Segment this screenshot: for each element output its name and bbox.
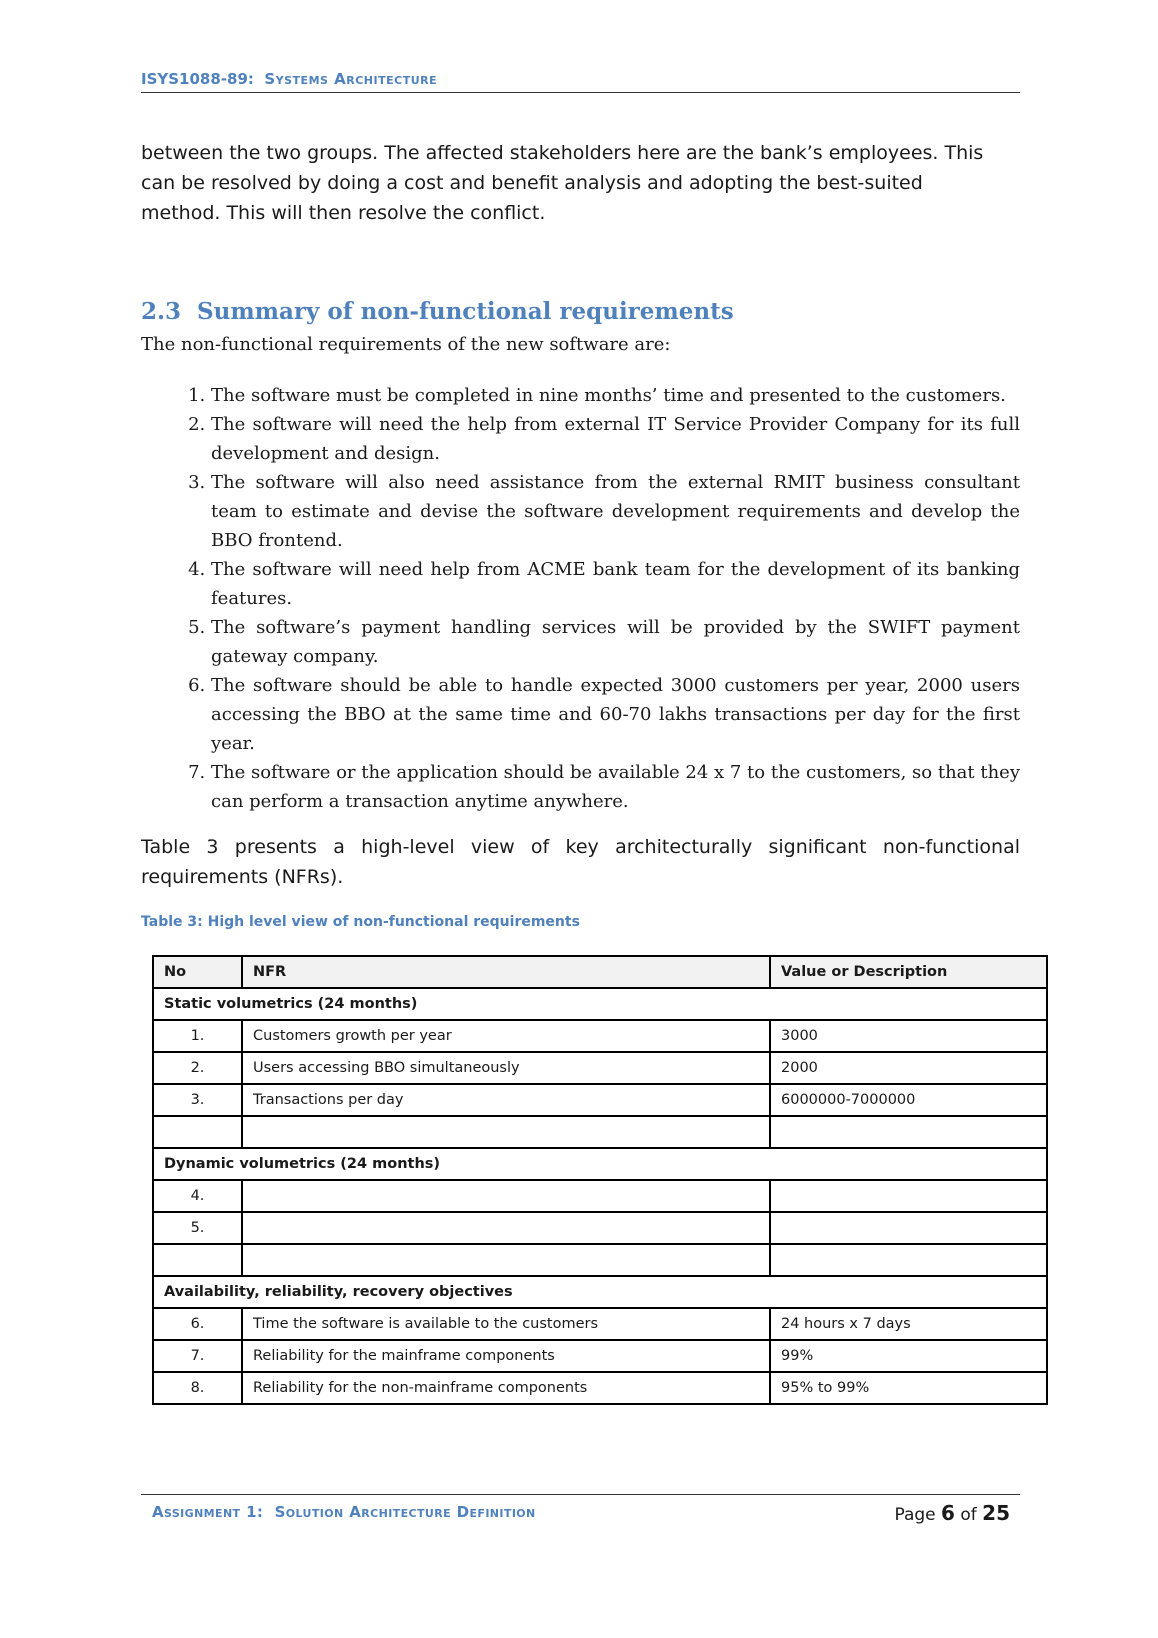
table-row (153, 1180, 1047, 1212)
row-no: 6. (153, 1308, 242, 1340)
row-no: 3. (153, 1084, 242, 1116)
table-row-empty (153, 1116, 1047, 1148)
row-no: 2. (153, 1052, 242, 1084)
row-nfr (242, 1212, 770, 1244)
row-value: 3000 (770, 1020, 1047, 1052)
group-dynamic: Dynamic volumetrics (24 months) (153, 1148, 1047, 1180)
group-row (153, 988, 1047, 1020)
row-no: 7. (153, 1340, 242, 1372)
section-heading (141, 298, 734, 325)
list-item: 5. The software’s payment handling services will be provided by the SWIFT payment gateway company. (211, 613, 1020, 671)
course-title: Systems Architecture (264, 70, 438, 88)
list-item: 3. The software will also need assistance from the external RMIT business consultant team to estimate and devise the software development requirements and develop the BBO frontend. (211, 468, 1020, 555)
intro-paragraph: between the two groups. The affected stakeholders here are the bank’s employees. This can be resolved by doing a cost and benefit analysis and adopting the best-suited method. This will then resolve the conflict. (141, 142, 984, 224)
row-nfr: Transactions per day (242, 1084, 770, 1116)
section-number: 2.3 (141, 298, 182, 325)
section-lead: The non-functional requirements of the new software are: (141, 334, 671, 355)
nfr-table (152, 955, 1048, 1405)
table-row-empty (153, 1244, 1047, 1276)
row-value: 95% to 99% (770, 1372, 1047, 1404)
footer-assignment (152, 1503, 536, 1521)
empty-cell (770, 1244, 1047, 1276)
list-item: 1. The software must be completed in nine months’ time and presented to the customers. (211, 381, 1020, 410)
course-code: ISYS1088-89: (141, 70, 254, 88)
row-no: 8. (153, 1372, 242, 1404)
row-value: 6000000-7000000 (770, 1084, 1047, 1116)
list-item: 7. The software or the application should be available 24 x 7 to the customers, so that they can perform a transaction anytime anywhere. (211, 758, 1020, 816)
table-row (153, 1340, 1047, 1372)
row-no: 1. (153, 1020, 242, 1052)
table-row (153, 1084, 1047, 1116)
table-row (153, 1020, 1047, 1052)
list-item: 6. The software should be able to handle expected 3000 customers per year, 2000 users accessing the BBO at the same time and 60-70 lakhs transactions per day for the first year. (211, 671, 1020, 758)
group-row (153, 1148, 1047, 1180)
row-nfr: Users accessing BBO simultaneously (242, 1052, 770, 1084)
page-of: of (960, 1505, 977, 1525)
empty-cell (153, 1244, 242, 1276)
page-current: 6 (941, 1501, 955, 1525)
row-value: 99% (770, 1340, 1047, 1372)
row-value (770, 1180, 1047, 1212)
empty-cell (770, 1116, 1047, 1148)
table-header-row (153, 956, 1047, 988)
header-value: Value or Description (770, 956, 1047, 988)
row-nfr: Customers growth per year (242, 1020, 770, 1052)
row-nfr: Reliability for the mainframe components (242, 1340, 770, 1372)
group-row (153, 1276, 1047, 1308)
group-availability: Availability, reliability, recovery objectives (153, 1276, 1047, 1308)
table-row (153, 1308, 1047, 1340)
page-header (141, 70, 1020, 93)
row-value (770, 1212, 1047, 1244)
section-title: Summary of non-functional requirements (197, 298, 734, 325)
row-value: 24 hours x 7 days (770, 1308, 1047, 1340)
page-total: 25 (982, 1501, 1010, 1525)
header-nfr: NFR (242, 956, 770, 988)
assignment-label: Assignment 1: (152, 1503, 264, 1521)
page-footer (141, 1494, 1020, 1525)
row-nfr (242, 1180, 770, 1212)
table-row (153, 1212, 1047, 1244)
empty-cell (242, 1244, 770, 1276)
assignment-title: Solution Architecture Definition (274, 1503, 536, 1521)
page-label: Page (894, 1505, 936, 1525)
row-nfr: Time the software is available to the customers (242, 1308, 770, 1340)
table-row (153, 1052, 1047, 1084)
table-row (153, 1372, 1047, 1404)
list-item: 4. The software will need help from ACME bank team for the development of its banking features. (211, 555, 1020, 613)
list-item: 2. The software will need the help from external IT Service Provider Company for its full development and design. (211, 410, 1020, 468)
row-no: 4. (153, 1180, 242, 1212)
group-static: Static volumetrics (24 months) (153, 988, 1047, 1020)
row-value: 2000 (770, 1052, 1047, 1084)
header-no: No (153, 956, 242, 988)
empty-cell (153, 1116, 242, 1148)
requirements-list (141, 381, 1020, 816)
page-number (894, 1501, 1010, 1525)
row-nfr: Reliability for the non-mainframe components (242, 1372, 770, 1404)
table-caption: Table 3: High level view of non-functional requirements (141, 914, 580, 930)
empty-cell (242, 1116, 770, 1148)
row-no: 5. (153, 1212, 242, 1244)
table-intro: Table 3 presents a high-level view of key architecturally significant non-functional requirements (NFRs). (141, 836, 1020, 888)
